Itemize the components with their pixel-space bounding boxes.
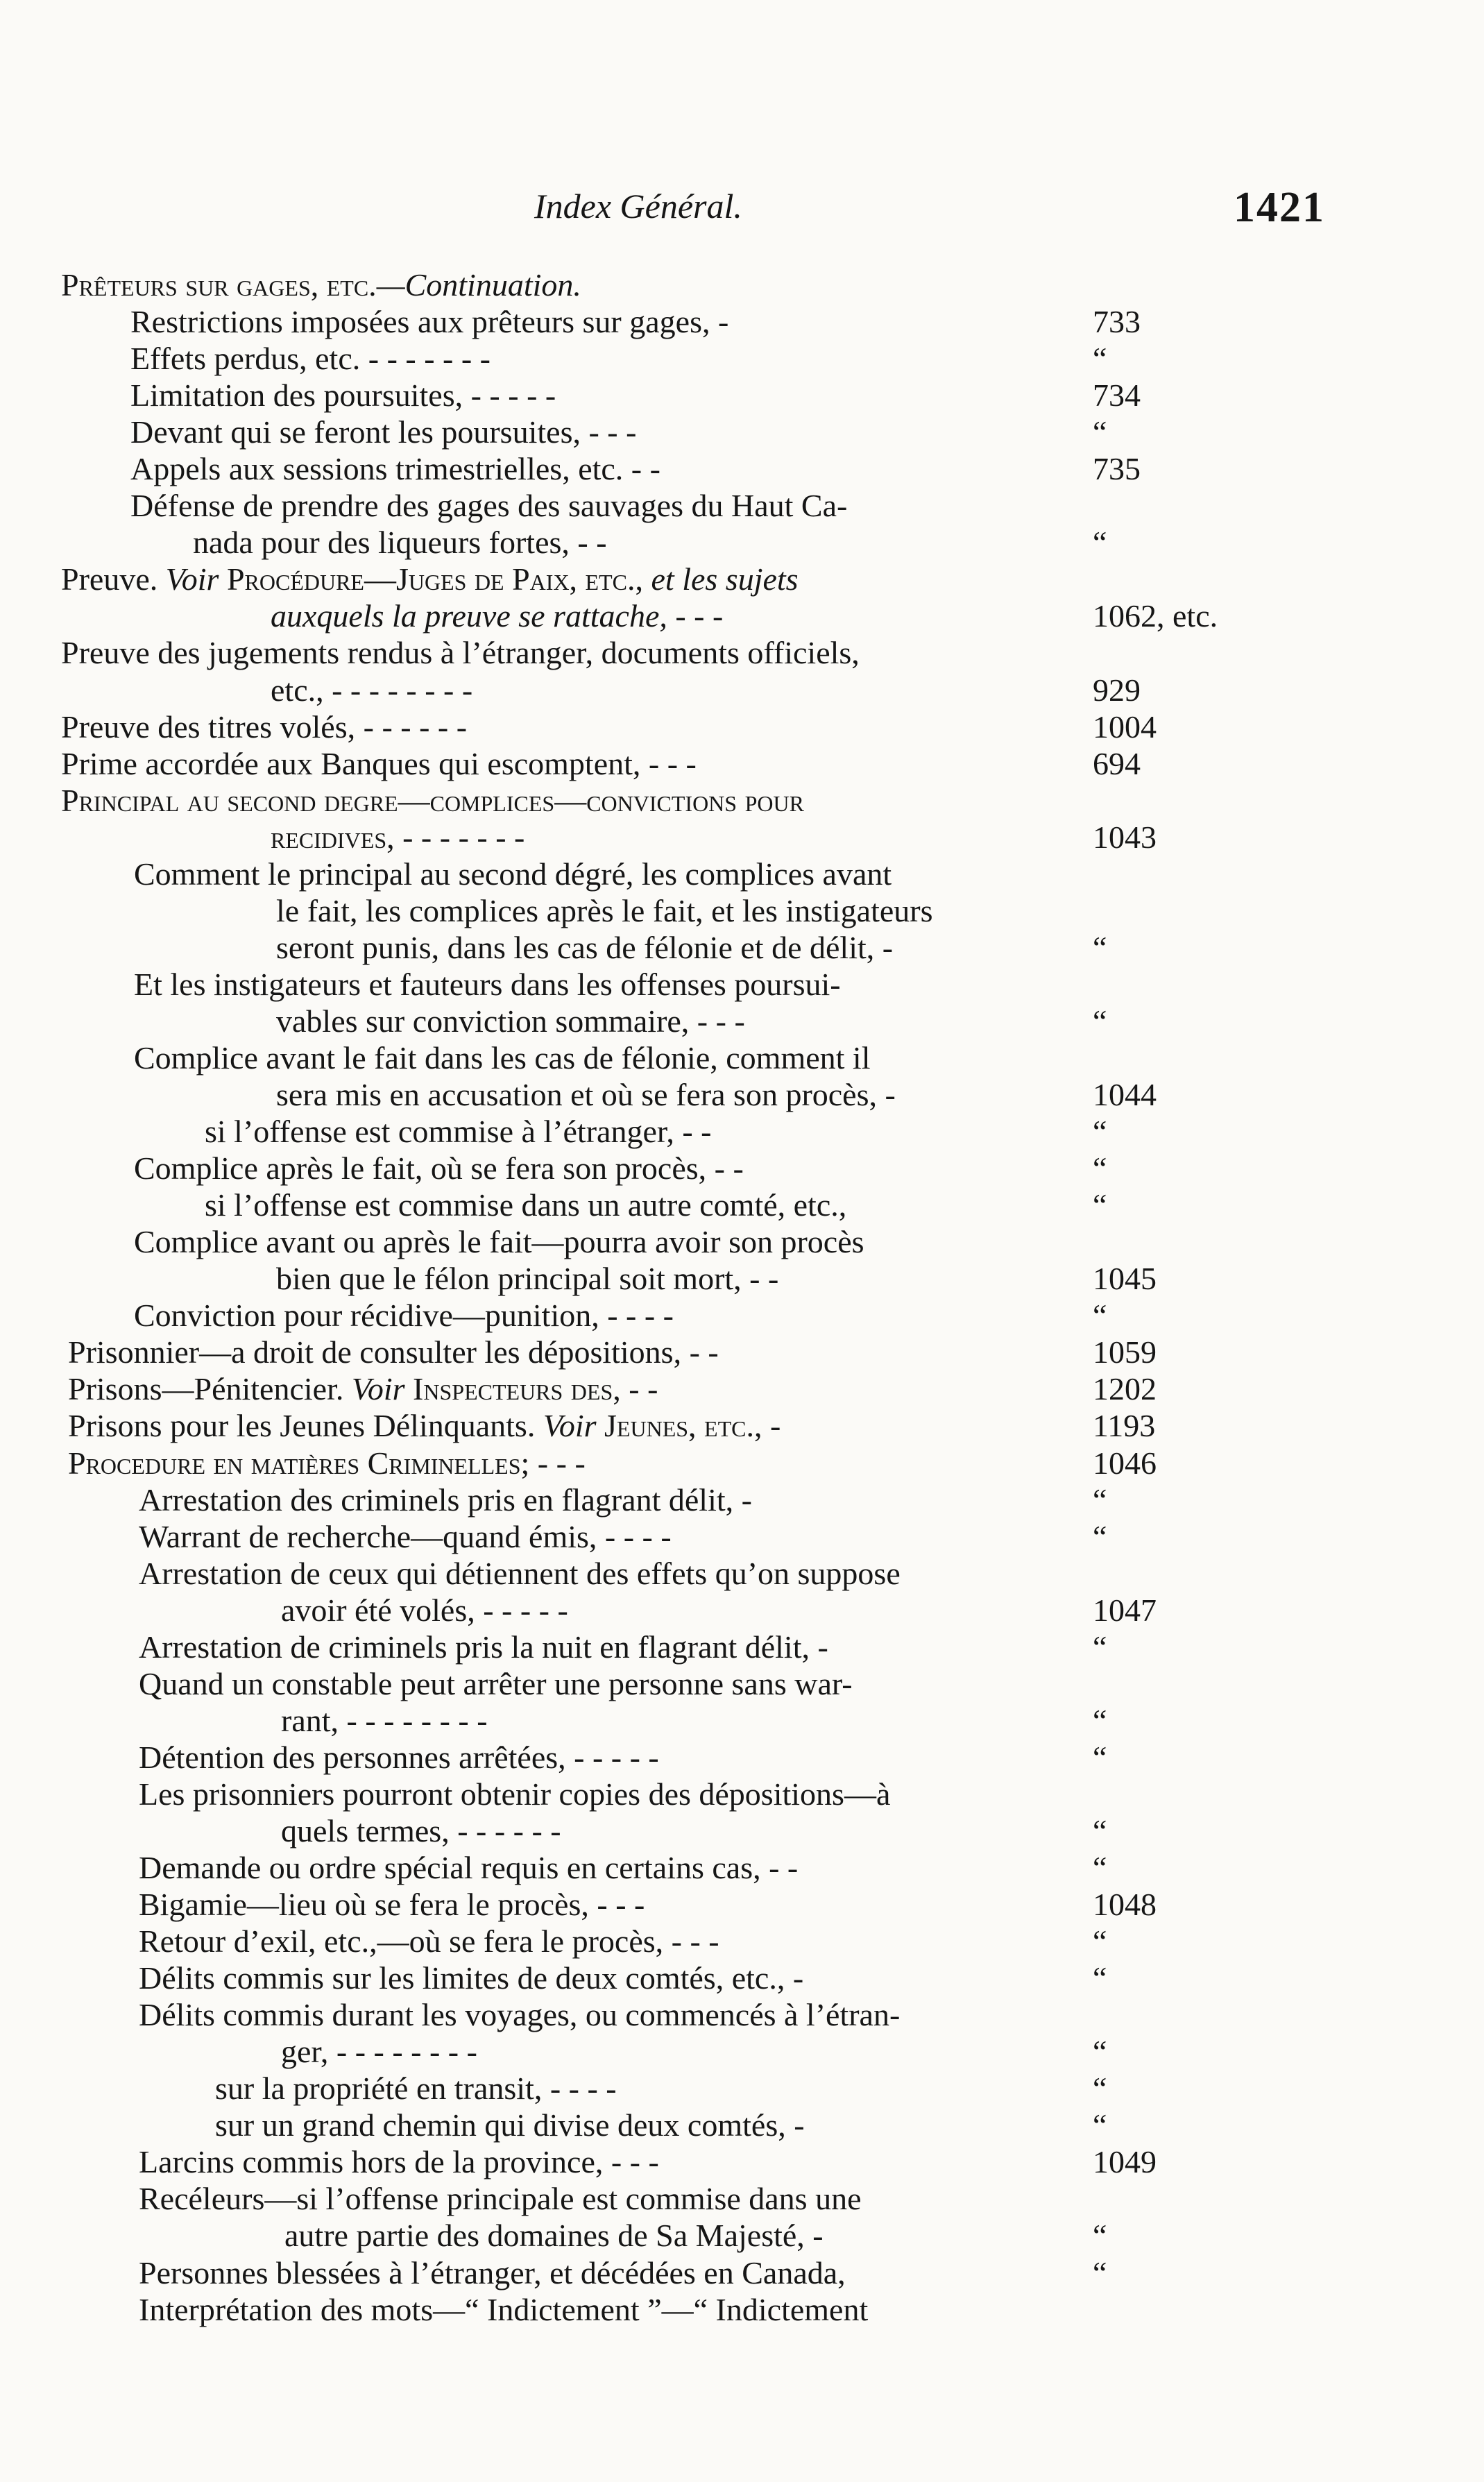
index-line — [0, 782, 1484, 819]
index-entry-text — [139, 1996, 900, 2033]
index-line — [0, 856, 1484, 892]
index-entry-text — [139, 1665, 853, 1702]
index-entry-text — [130, 450, 660, 487]
page-reference: “ — [1093, 1812, 1107, 1848]
index-entry-text — [130, 377, 556, 414]
page-reference: “ — [1093, 1702, 1107, 1738]
entry-heading: sur un grand chemin qui divise deux comtés, - — [215, 2107, 805, 2143]
index-entry-text — [281, 1702, 488, 1739]
page-reference: “ — [1093, 929, 1107, 965]
entry-heading: le fait, les complices après le fait, et les instigateurs — [276, 892, 933, 928]
index-line — [0, 1886, 1484, 1923]
index-entry-text — [193, 524, 607, 561]
page-reference: 929 — [1093, 672, 1141, 708]
index-line — [0, 1223, 1484, 1260]
index-entry-text — [205, 1113, 711, 1150]
page-reference: “ — [1093, 1960, 1107, 1996]
entry-see-reference: Voir — [351, 1371, 405, 1407]
index-entry-text — [276, 1076, 896, 1113]
index-line — [0, 414, 1484, 450]
entry-heading: Preuve des titres volés, - - - - - - — [61, 708, 468, 745]
page-reference: “ — [1093, 2071, 1107, 2107]
index-line — [0, 1555, 1484, 1592]
entry-heading: Complice après le fait, où se fera son procès, - - — [134, 1150, 744, 1187]
index-line — [0, 303, 1484, 340]
entry-continuation: —Continuation. — [376, 267, 581, 303]
entry-heading: Limitation des poursuites, - - - - - — [130, 377, 556, 414]
index-line — [0, 2033, 1484, 2070]
index-line — [0, 1665, 1484, 1702]
index-entry-text — [281, 1812, 561, 1849]
entry-heading: avoir été volés, - - - - - — [281, 1592, 568, 1628]
entry-heading: Les prisonniers pourront obtenir copies des dépositions—à — [139, 1776, 891, 1812]
entry-heading: Preuve des jugements rendus à l’étranger, documents officiels, — [61, 635, 860, 671]
index-entry-text — [139, 1849, 798, 1886]
entry-heading: Et les instigateurs et fauteurs dans les offenses poursui- — [134, 966, 841, 1002]
entry-heading: Personnes blessées à l’étranger, et décédées en Canada, — [139, 2254, 846, 2290]
index-entry-text — [61, 561, 799, 597]
page-reference: 1043 — [1093, 819, 1157, 855]
index-entry-text — [139, 1776, 890, 1812]
index-line — [0, 1518, 1484, 1555]
entry-heading: Détention des personnes arrêtées, - - - - - — [139, 1739, 659, 1775]
index-entry-text — [61, 708, 467, 745]
index-entry-text — [271, 672, 472, 708]
index-line — [0, 340, 1484, 377]
entry-heading: Délits commis sur les limites de deux comtés, etc., - — [139, 1960, 804, 1996]
entry-heading: Interprétation des mots—“ Indictement ”—“ Indictement — [139, 2291, 869, 2327]
index-line — [0, 634, 1484, 671]
index-line — [0, 745, 1484, 782]
index-line — [0, 1996, 1484, 2033]
entry-heading: si l’offense est commise à l’étranger, - - — [205, 1114, 712, 1150]
index-line — [0, 1260, 1484, 1297]
index-line — [0, 1739, 1484, 1776]
index-entry-text — [139, 1960, 803, 1996]
index-entry-text — [61, 266, 581, 303]
index-line — [0, 597, 1484, 634]
entry-heading: Comment le principal au second dégré, les complices avant — [134, 856, 892, 892]
page-reference: “ — [1093, 1003, 1107, 1039]
index-entry-text — [134, 1039, 870, 1076]
entry-heading: Warrant de recherche—quand émis, - - - - — [139, 1518, 672, 1554]
entry-cross-reference: Procédure—Juges de Paix, etc., — [219, 561, 651, 597]
index-line — [0, 1960, 1484, 1996]
page-reference: “ — [1093, 2107, 1107, 2143]
index-entry-text — [276, 892, 933, 929]
entry-heading: Restrictions imposées aux prêteurs sur gages, - — [130, 304, 729, 340]
index-line — [0, 892, 1484, 929]
index-line — [0, 1039, 1484, 1076]
entry-heading: Procedure en matières Criminelles; - - - — [68, 1445, 586, 1481]
entry-heading: Prêteurs sur gages, etc. — [61, 267, 377, 303]
index-entry-text — [134, 1150, 744, 1187]
page-reference: “ — [1093, 1114, 1107, 1150]
index-entry-text — [276, 929, 893, 966]
index-entry-text — [68, 1370, 658, 1407]
entry-heading: Arrestation de ceux qui détiennent des effets qu’on suppose — [139, 1555, 901, 1591]
entry-see-reference: auxquels la preuve se rattache, — [271, 598, 667, 634]
page-reference: “ — [1093, 1298, 1107, 1334]
entry-heading: Demande ou ordre spécial requis en certains cas, - - — [139, 1850, 799, 1886]
running-title: Index Général. — [534, 187, 742, 226]
index-entry-text — [130, 487, 847, 524]
entry-heading: Conviction pour récidive—punition, - - - - — [134, 1298, 674, 1334]
index-entry-text — [61, 745, 697, 782]
index-entry-text — [281, 1592, 568, 1629]
entry-heading: Appels aux sessions trimestrielles, etc. - - — [130, 451, 660, 487]
index-line — [0, 2254, 1484, 2291]
entry-italic-note: et les sujets — [651, 561, 799, 597]
page-reference: 1202 — [1093, 1371, 1157, 1407]
entry-cross-reference: Jeunes, etc., - — [596, 1408, 781, 1444]
page-number: 1421 — [1234, 184, 1325, 231]
index-entry-text — [134, 1297, 674, 1334]
index-entry-text — [134, 856, 892, 892]
entry-heading: quels termes, - - - - - - — [281, 1812, 561, 1848]
page-reference: “ — [1093, 525, 1107, 561]
index-line — [0, 1407, 1484, 1444]
entry-heading: Arrestation des criminels pris en flagrant délit, - — [139, 1481, 752, 1518]
page-reference: 1045 — [1093, 1261, 1157, 1297]
index-entry-text — [134, 1223, 864, 1260]
entry-heading: Quand un constable peut arrêter une personne sans war- — [139, 1665, 853, 1701]
page-reference: 1004 — [1093, 708, 1157, 745]
page-reference: “ — [1093, 2218, 1107, 2254]
index-line — [0, 1923, 1484, 1960]
entry-heading: vables sur conviction sommaire, - - - — [276, 1003, 745, 1039]
index-entry-text — [215, 2070, 617, 2107]
page-reference: “ — [1093, 1150, 1107, 1187]
index-entry-text — [130, 303, 728, 340]
entry-heading: Délits commis durant les voyages, ou commencés à l’étran- — [139, 1997, 901, 2033]
index-entry-text — [276, 1003, 745, 1039]
entry-heading: Larcins commis hors de la province, - - - — [139, 2144, 659, 2180]
entry-cross-reference: Inspecteurs des, - - — [404, 1371, 658, 1407]
page-reference: “ — [1093, 1518, 1107, 1554]
entry-cross-reference: - - - — [667, 598, 724, 634]
index-entry-text — [139, 1739, 659, 1776]
index-line — [0, 1702, 1484, 1739]
entry-heading: Complice avant le fait dans les cas de félonie, comment il — [134, 1039, 871, 1076]
index-line — [0, 2143, 1484, 2180]
entry-heading: si l’offense est commise dans un autre comté, etc., — [205, 1187, 847, 1223]
index-line — [0, 1370, 1484, 1407]
entry-heading: Prime accordée aux Banques qui escomptent, - - - — [61, 745, 697, 781]
entry-heading: ger, - - - - - - - - — [281, 2034, 477, 2070]
index-line — [0, 266, 1484, 303]
index-entry-text — [139, 1555, 901, 1592]
entry-heading: Prisons pour les Jeunes Délinquants. — [68, 1408, 543, 1444]
index-entry-text — [61, 782, 804, 819]
page-reference: “ — [1093, 1923, 1107, 1960]
index-line — [0, 1003, 1484, 1039]
index-line — [0, 1334, 1484, 1370]
page-reference: 1059 — [1093, 1334, 1157, 1370]
entry-heading: Devant qui se feront les poursuites, - - - — [130, 414, 637, 450]
index-entry-text — [68, 1334, 719, 1370]
entry-heading: bien que le félon principal soit mort, - - — [276, 1261, 779, 1297]
entry-heading: sera mis en accusation et où se fera son procès, - — [276, 1077, 896, 1113]
index-entries — [0, 266, 1484, 2328]
page-reference: 734 — [1093, 377, 1141, 414]
index-line — [0, 1629, 1484, 1665]
index-entry-text — [68, 1407, 781, 1444]
index-line — [0, 377, 1484, 414]
index-line — [0, 2291, 1484, 2328]
index-entry-text — [61, 634, 860, 671]
index-entry-text — [139, 1481, 752, 1518]
entry-heading: sur la propriété en transit, - - - - — [215, 2071, 617, 2107]
page-reference: 1193 — [1093, 1408, 1156, 1444]
index-line — [0, 2180, 1484, 2217]
index-line — [0, 1481, 1484, 1518]
page-reference: 1044 — [1093, 1077, 1157, 1113]
entry-heading: Retour d’exil, etc.,—où se fera le procès, - - - — [139, 1923, 719, 1960]
entry-heading: autre partie des domaines de Sa Majesté, - — [284, 2218, 824, 2254]
entry-heading: Prisons—Pénitencier. — [68, 1371, 352, 1407]
index-line — [0, 1113, 1484, 1150]
entry-heading: seront punis, dans les cas de félonie et de délit, - — [276, 929, 894, 965]
entry-heading: Défense de prendre des gages des sauvages du Haut Ca- — [130, 488, 848, 524]
page-reference: “ — [1093, 1629, 1107, 1665]
index-entry-text — [130, 414, 636, 450]
entry-heading: Complice avant ou après le fait—pourra avoir son procès — [134, 1224, 864, 1260]
index-entry-text — [215, 2107, 805, 2143]
entry-heading: Principal au second degre—complices—convictions pour — [61, 782, 804, 818]
index-entry-text — [139, 2143, 659, 2180]
page-reference: 1046 — [1093, 1445, 1157, 1481]
index-entry-text — [271, 597, 723, 634]
index-line — [0, 487, 1484, 524]
index-entry-text — [271, 819, 524, 856]
index-line — [0, 450, 1484, 487]
index-line — [0, 672, 1484, 708]
index-line — [0, 819, 1484, 856]
index-entry-text — [284, 2217, 824, 2254]
index-line — [0, 2070, 1484, 2107]
entry-heading: Preuve. — [61, 561, 166, 597]
entry-see-reference: Voir — [165, 561, 219, 597]
page-reference: 694 — [1093, 745, 1141, 781]
entry-heading: recidives, - - - - - - - — [271, 819, 525, 855]
index-entry-text — [139, 2180, 862, 2217]
page-reference: 1049 — [1093, 2144, 1157, 2180]
index-line — [0, 1592, 1484, 1629]
page-reference: “ — [1093, 341, 1107, 377]
page-reference: 1062, etc. — [1093, 598, 1218, 634]
index-entry-text — [68, 1445, 586, 1481]
page-reference: “ — [1093, 2034, 1107, 2070]
index-line — [0, 929, 1484, 966]
page-header — [0, 186, 1484, 241]
page-reference: “ — [1093, 1481, 1107, 1518]
index-entry-text — [139, 2254, 846, 2291]
page-reference: “ — [1093, 1850, 1107, 1886]
page-reference: “ — [1093, 414, 1107, 450]
page-reference: “ — [1093, 2254, 1107, 2290]
index-line — [0, 966, 1484, 1003]
entry-heading: etc., - - - - - - - - — [271, 672, 473, 708]
page-reference: 1047 — [1093, 1592, 1157, 1628]
entry-heading: Recéleurs—si l’offense principale est commise dans une — [139, 2181, 862, 2217]
index-entry-text — [276, 1260, 778, 1297]
index-line — [0, 1187, 1484, 1223]
entry-heading: nada pour des liqueurs fortes, - - — [193, 525, 607, 561]
index-line — [0, 1445, 1484, 1481]
index-entry-text — [281, 2033, 477, 2070]
index-line — [0, 1150, 1484, 1187]
entry-heading: Effets perdus, etc. - - - - - - - — [130, 341, 491, 377]
entry-heading: Arrestation de criminels pris la nuit en flagrant délit, - — [139, 1629, 828, 1665]
index-entry-text — [139, 1629, 828, 1665]
entry-see-reference: Voir — [543, 1408, 597, 1444]
page-reference: “ — [1093, 1739, 1107, 1775]
page-reference: “ — [1093, 1187, 1107, 1223]
index-line — [0, 708, 1484, 745]
index-line — [0, 1812, 1484, 1849]
index-entry-text — [205, 1187, 846, 1223]
index-line — [0, 1297, 1484, 1334]
entry-heading: Bigamie—lieu où se fera le procès, - - - — [139, 1887, 645, 1923]
index-line — [0, 1776, 1484, 1812]
index-line — [0, 2217, 1484, 2254]
entry-heading: rant, - - - - - - - - — [281, 1702, 488, 1738]
index-line — [0, 1076, 1484, 1113]
index-entry-text — [139, 1518, 672, 1555]
index-line — [0, 561, 1484, 597]
index-entry-text — [130, 340, 491, 377]
entry-heading: Prisonnier—a droit de consulter les dépositions, - - — [68, 1334, 719, 1370]
page-reference: 1048 — [1093, 1887, 1157, 1923]
index-line — [0, 2107, 1484, 2143]
index-entry-text — [139, 2291, 868, 2328]
index-entry-text — [134, 966, 841, 1003]
index-entry-text — [139, 1886, 645, 1923]
index-entry-text — [139, 1923, 719, 1960]
page-reference: 733 — [1093, 304, 1141, 340]
index-line — [0, 1849, 1484, 1886]
index-line — [0, 524, 1484, 561]
page-reference: 735 — [1093, 451, 1141, 487]
